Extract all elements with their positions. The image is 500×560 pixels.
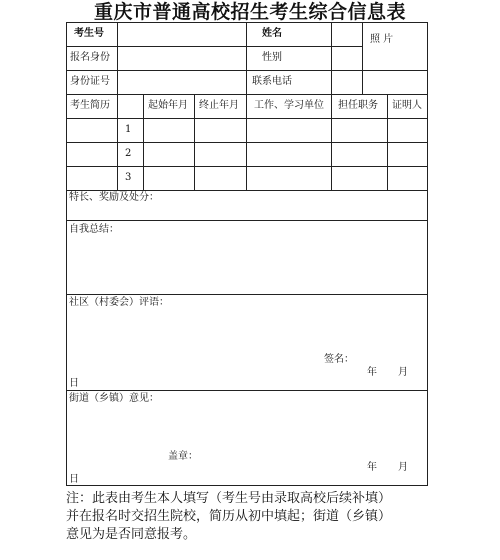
- date-month: 月: [398, 462, 408, 473]
- resume-row-number: 3: [125, 172, 132, 183]
- row-divider: [66, 390, 428, 391]
- footnote: [66, 490, 496, 544]
- label-exam-number: 考生号: [74, 28, 104, 39]
- footnote-line: 并在报名时交招生院校，简历从初中填起；街道（乡镇）: [66, 509, 392, 524]
- label-resume: 考生简历: [70, 100, 110, 111]
- row-divider: [66, 190, 428, 191]
- label-phone: 联系电话: [252, 76, 292, 87]
- form-table: [66, 22, 428, 486]
- resume-col-start: 起始年月: [148, 100, 188, 111]
- col-divider: [246, 22, 247, 94]
- label-street-opinion: 街道（乡镇）意见：: [69, 393, 159, 404]
- label-community-comment: 社区（村委会）评语：: [69, 297, 169, 308]
- col-divider: [143, 94, 144, 190]
- col-divider: [387, 94, 388, 190]
- resume-col-unit: 工作、学习单位: [254, 100, 324, 111]
- resume-row-number: 1: [125, 124, 132, 135]
- resume-col-position: 担任职务: [338, 100, 378, 111]
- footnote-line: 意见为是否同意报考。: [66, 527, 197, 542]
- photo-placeholder: 照 片: [370, 34, 394, 45]
- col-divider: [362, 22, 363, 94]
- col-divider: [246, 94, 247, 190]
- row-divider: [66, 70, 428, 71]
- label-signature: 签名：: [324, 354, 354, 365]
- col-divider: [117, 94, 118, 190]
- col-divider: [117, 22, 118, 94]
- resume-row-number: 2: [125, 148, 132, 159]
- label-gender: 性别: [262, 52, 282, 63]
- label-registration-id: 报名身份: [70, 52, 110, 63]
- label-name: 姓名: [262, 28, 282, 39]
- resume-col-witness: 证明人: [392, 100, 422, 111]
- label-self-evaluation: 自我总结：: [69, 224, 119, 235]
- row-divider: [66, 166, 428, 167]
- footnote-line: 注：此表由考生本人填写（考生号由录取高校后续补填）: [66, 491, 392, 506]
- row-divider: [66, 142, 428, 143]
- date-year: 年: [367, 367, 377, 378]
- label-specialties: 特长、奖励及处分：: [69, 192, 159, 203]
- row-divider: [66, 94, 428, 95]
- row-divider: [66, 294, 428, 295]
- col-divider: [194, 94, 195, 190]
- date-day: 日: [69, 378, 79, 389]
- col-divider: [331, 22, 332, 94]
- resume-col-end: 终止年月: [199, 100, 239, 111]
- date-day: 日: [69, 474, 79, 485]
- row-divider: [66, 46, 362, 47]
- label-id-number: 身份证号: [70, 76, 110, 87]
- label-stamp: 盖章：: [168, 451, 198, 462]
- date-year: 年: [367, 462, 377, 473]
- row-divider: [66, 220, 428, 221]
- date-month: 月: [398, 367, 408, 378]
- row-divider: [66, 118, 428, 119]
- col-divider: [331, 94, 332, 190]
- form-title: 重庆市普通高校招生考生综合信息表: [93, 1, 406, 23]
